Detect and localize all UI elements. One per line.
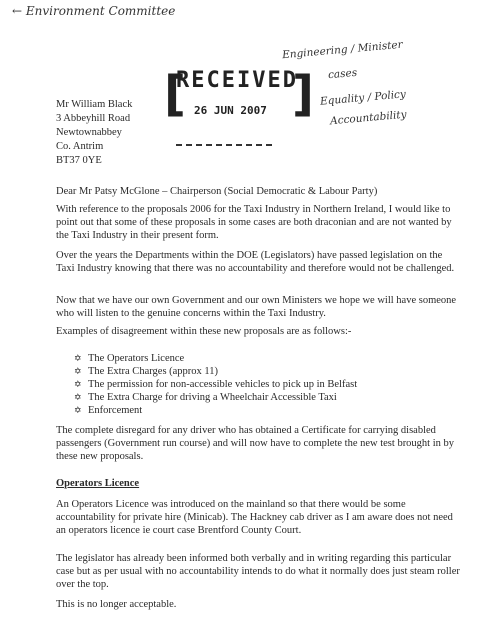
- paragraph-4: Examples of disagreement within these new proposals are as follows:-: [56, 326, 352, 337]
- paragraph-6: An Operators Licence was introduced on the mainland so that there would be some accountability for private hire (Minicab). The Hackney cab driver as I am aware does not need an operators licence ie court case Brentford County Court.: [56, 499, 453, 536]
- list-item: ✡ The Extra Charges (approx 11): [74, 366, 219, 377]
- four-petal-flower-icon: ✡: [74, 379, 82, 389]
- four-petal-flower-icon: ✡: [74, 392, 82, 402]
- list-item: ✡ The Operators Licence: [74, 353, 185, 364]
- paragraph-8: This is no longer acceptable.: [56, 599, 177, 610]
- list-item: ✡ The permission for non-accessible vehicles to pick up in Belfast: [74, 379, 358, 390]
- proposal-list: [74, 352, 357, 417]
- address-line: Co. Antrim: [56, 141, 104, 152]
- four-petal-flower-icon: ✡: [74, 353, 82, 363]
- address-line: BT37 0YE: [56, 155, 102, 166]
- handwritten-note-right-1: Engineering / Minister: [281, 38, 404, 62]
- salutation: Dear Mr Patsy McGlone – Chairperson (Social Democratic & Labour Party): [56, 186, 378, 197]
- list-item: ✡ The Extra Charge for driving a Wheelchair Accessible Taxi: [74, 392, 337, 403]
- handwritten-note-right-2: cases: [327, 66, 358, 82]
- stamp-date: 26 JUN 2007: [194, 104, 267, 117]
- received-stamp: [164, 66, 314, 124]
- address-line: Mr William Black: [56, 99, 133, 110]
- paragraph-1: With reference to the proposals 2006 for the Taxi Industry in Northern Ireland, I would like to point out that some of these proposals in some cases are both draconian and are not wanted by the Taxi Industry in their present form.: [56, 204, 452, 241]
- stamp-bracket-right: ]: [292, 66, 314, 122]
- handwritten-note-top: ← Environment Committee: [12, 4, 176, 18]
- stamp-word: RECEIVED: [176, 68, 298, 93]
- handwritten-note-right-3: Equality / Policy: [319, 88, 407, 108]
- stamp-underline: [176, 144, 272, 146]
- section-heading: Operators Licence: [56, 478, 140, 489]
- paragraph-5: The complete disregard for any driver who has obtained a Certificate for carrying disabled passengers (Government run course) and will now have to complete the new test brought in by these new proposals.: [56, 425, 455, 462]
- stamp-bracket-left: [: [164, 66, 186, 122]
- address-line: 3 Abbeyhill Road: [56, 113, 131, 124]
- four-petal-flower-icon: ✡: [74, 366, 82, 376]
- paragraph-3: Now that we have our own Government and our own Ministers we hope we will have someone who will listen to the genuine concerns within the Taxi Industry.: [56, 295, 457, 319]
- address-line: Newtownabbey: [56, 127, 122, 138]
- sender-address: [56, 98, 132, 168]
- paragraph-7: The legislator has already been informed both verbally and in writing regarding this particular case but as per usual with no accountability intends to do what it normally does just steam roller over the top.: [56, 553, 460, 590]
- list-item: ✡ Enforcement: [74, 405, 143, 416]
- four-petal-flower-icon: ✡: [74, 405, 82, 415]
- handwritten-note-right-4: Accountability: [329, 108, 408, 128]
- paragraph-2: Over the years the Departments within the DOE (Legislators) have passed legislation on the Taxi Industry knowing that there was no accountability and therefore would not be challenged.: [56, 250, 455, 274]
